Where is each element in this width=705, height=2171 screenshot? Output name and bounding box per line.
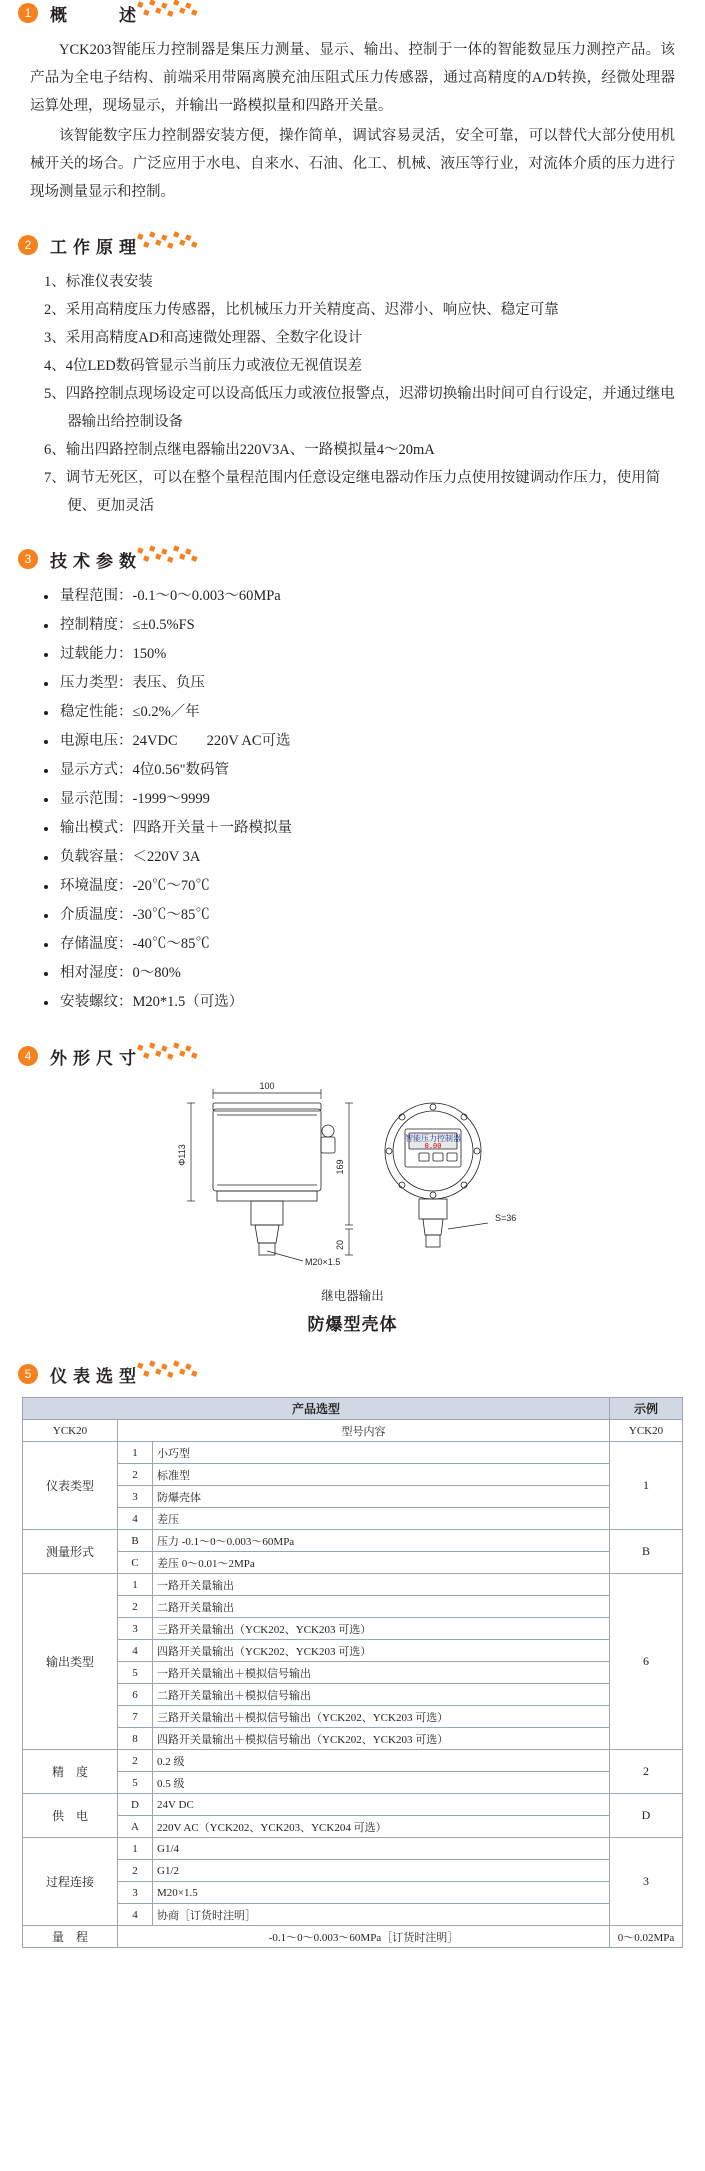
dimension-drawing bbox=[0, 1079, 705, 1284]
decoration-icon bbox=[136, 1042, 206, 1062]
section-dimensions bbox=[0, 1043, 705, 1335]
group-example: 6 bbox=[610, 1574, 683, 1750]
section-heading bbox=[18, 546, 705, 572]
group-label: 输出类型 bbox=[23, 1574, 118, 1750]
decoration-icon bbox=[136, 0, 206, 19]
overview-paragraph-1: YCK203智能压力控制器是集压力测量、显示、输出、控制于一体的智能数显压力测控产品。该产品为全电子结构、前端采用带隔离膜充油压阻式压力传感器，通过高精度的A/D转换，经微处理器运算处理，现场显示，并输出一路模拟量和四路开关量。 bbox=[30, 42, 675, 114]
table-header-product: 产品选型 bbox=[23, 1398, 610, 1420]
table-row bbox=[23, 1596, 683, 1618]
model-content: 型号内容 bbox=[118, 1420, 610, 1442]
table-row bbox=[23, 1860, 683, 1882]
table-header-example: 示例 bbox=[610, 1398, 683, 1420]
option-code: 3 bbox=[118, 1486, 153, 1508]
list-item: 5、四路控制点现场设定可以设高低压力或液位报警点，迟滞切换输出时间可自行设定，并通过继电器输出给控制设备 bbox=[44, 386, 675, 430]
section-principle bbox=[0, 232, 705, 520]
section-title: 技术参数 bbox=[50, 551, 142, 572]
option-desc: 一路开关量输出＋模拟信号输出 bbox=[153, 1662, 610, 1684]
list-item: 电源电压：24VDC 220V AC可选 bbox=[44, 727, 675, 756]
list-item: 安装螺纹：M20*1.5（可选） bbox=[44, 988, 675, 1017]
option-code: 1 bbox=[118, 1838, 153, 1860]
section-title: 工作原理 bbox=[50, 237, 142, 258]
option-desc: 24V DC bbox=[153, 1794, 610, 1816]
table-row bbox=[23, 1926, 683, 1948]
list-item: 量程范围：-0.1～0～0.003～60MPa bbox=[44, 582, 675, 611]
page-bottom-spacer bbox=[0, 1974, 705, 2014]
list-item: 7、调节无死区，可以在整个量程范围内任意设定继电器动作压力点使用按键调动作压力，使用简便、更加灵活 bbox=[44, 470, 661, 514]
option-code: 8 bbox=[118, 1728, 153, 1750]
table-row bbox=[23, 1706, 683, 1728]
option-desc: 0.5 级 bbox=[153, 1772, 610, 1794]
option-desc: 小巧型 bbox=[153, 1442, 610, 1464]
option-code: 2 bbox=[118, 1860, 153, 1882]
list-item: 负载容量：＜220V 3A bbox=[44, 843, 675, 872]
spec-list bbox=[44, 582, 675, 1017]
option-code: 2 bbox=[118, 1750, 153, 1772]
table-row bbox=[23, 1508, 683, 1530]
list-item: 过载能力：150% bbox=[44, 640, 675, 669]
option-desc: 差压 0～0.01～2MPa bbox=[153, 1552, 610, 1574]
list-item: 显示范围：-1999～9999 bbox=[44, 785, 675, 814]
range-example: 0～0.02MPa bbox=[610, 1926, 683, 1948]
option-code: B bbox=[118, 1530, 153, 1552]
option-code: 5 bbox=[118, 1772, 153, 1794]
list-item: 1、标准仪表安装 bbox=[44, 274, 153, 290]
dimension-thread-label: M20×1.5 bbox=[304, 1257, 340, 1267]
option-code: 3 bbox=[118, 1882, 153, 1904]
table-row bbox=[23, 1794, 683, 1816]
table-row bbox=[23, 1728, 683, 1750]
option-code: 6 bbox=[118, 1684, 153, 1706]
option-desc: 四路开关量输出＋模拟信号输出（YCK202、YCK203 可选） bbox=[153, 1728, 610, 1750]
section-title: 仪表选型 bbox=[50, 1366, 142, 1387]
group-example: D bbox=[610, 1794, 683, 1838]
decoration-icon bbox=[136, 545, 206, 565]
option-desc: 一路开关量输出 bbox=[153, 1574, 610, 1596]
table-row bbox=[23, 1838, 683, 1860]
group-label: 仪表类型 bbox=[23, 1442, 118, 1530]
option-desc: 协商［订货时注明］ bbox=[153, 1904, 610, 1926]
table-row bbox=[23, 1464, 683, 1486]
list-item: 相对湿度：0～80% bbox=[44, 959, 675, 988]
list-item: 6、输出四路控制点继电器输出220V3A、一路模拟量4～20mA bbox=[44, 442, 435, 458]
drawing-svg bbox=[143, 1079, 563, 1284]
option-desc: 四路开关量输出（YCK202、YCK203 可选） bbox=[153, 1640, 610, 1662]
table-row bbox=[23, 1662, 683, 1684]
dimension-left-label: Φ113 bbox=[176, 1144, 187, 1166]
display-value: 0.00 bbox=[424, 1142, 441, 1150]
section-heading bbox=[18, 1043, 705, 1069]
section-number: 1 bbox=[18, 3, 38, 23]
dimension-bottom-label: 20 bbox=[334, 1239, 345, 1251]
section-selection bbox=[0, 1361, 705, 1948]
range-desc: -0.1～0～0.003～60MPa［订货时注明］ bbox=[118, 1926, 610, 1948]
option-code: 4 bbox=[118, 1904, 153, 1926]
section-heading bbox=[18, 232, 705, 258]
section-heading bbox=[18, 0, 705, 26]
option-code: 4 bbox=[118, 1508, 153, 1530]
overview-paragraph-2: 该智能数字压力控制器安装方便，操作简单，调试容易灵活，安全可靠，可以替代大部分使用机械开关的场合。广泛应用于水电、自来水、石油、化工、机械、液压等行业，对流体介质的压力进行现场测量显示和控制。 bbox=[30, 128, 675, 200]
list-item: 稳定性能：≤0.2%／年 bbox=[44, 698, 675, 727]
section-number: 2 bbox=[18, 235, 38, 255]
drawing-caption-small: 继电器输出 bbox=[321, 1289, 384, 1303]
table-row bbox=[23, 1552, 683, 1574]
option-code: 3 bbox=[118, 1618, 153, 1640]
group-example: 1 bbox=[610, 1442, 683, 1530]
group-example: 2 bbox=[610, 1750, 683, 1794]
option-code: 1 bbox=[118, 1442, 153, 1464]
table-row bbox=[23, 1398, 683, 1420]
range-label: 量 程 bbox=[23, 1926, 118, 1948]
option-desc: G1/4 bbox=[153, 1838, 610, 1860]
table-row bbox=[23, 1882, 683, 1904]
table-row bbox=[23, 1904, 683, 1926]
option-code: C bbox=[118, 1552, 153, 1574]
section-title: 概 述 bbox=[50, 5, 142, 26]
list-item: 3、采用高精度AD和高速微处理器、全数字化设计 bbox=[44, 330, 363, 346]
list-item: 2、采用高精度压力传感器，比机械压力开关精度高、迟滞小、响应快、稳定可靠 bbox=[44, 302, 559, 318]
drawing-caption-title: 防爆型壳体 bbox=[307, 1315, 398, 1334]
section-overview bbox=[0, 0, 705, 206]
group-label: 测量形式 bbox=[23, 1530, 118, 1574]
option-desc: 0.2 级 bbox=[153, 1750, 610, 1772]
decoration-icon bbox=[136, 231, 206, 251]
group-label: 过程连接 bbox=[23, 1838, 118, 1926]
option-code: A bbox=[118, 1816, 153, 1838]
list-item: 显示方式：4位0.56"数码管 bbox=[44, 756, 675, 785]
table-row bbox=[23, 1574, 683, 1596]
section-number: 4 bbox=[18, 1046, 38, 1066]
list-item: 4、4位LED数码管显示当前压力或液位无视值误差 bbox=[44, 358, 363, 374]
group-label: 精 度 bbox=[23, 1750, 118, 1794]
table-row bbox=[23, 1442, 683, 1464]
section-number: 3 bbox=[18, 549, 38, 569]
section-specs bbox=[0, 546, 705, 1017]
selection-table-wrapper bbox=[22, 1397, 683, 1948]
section-heading bbox=[18, 1361, 705, 1387]
option-code: D bbox=[118, 1794, 153, 1816]
decoration-icon bbox=[136, 1360, 206, 1380]
selection-table bbox=[22, 1397, 683, 1948]
list-item: 控制精度：≤±0.5%FS bbox=[44, 611, 675, 640]
option-code: 5 bbox=[118, 1662, 153, 1684]
table-row bbox=[23, 1486, 683, 1508]
option-desc: 二路开关量输出 bbox=[153, 1596, 610, 1618]
table-row bbox=[23, 1420, 683, 1442]
option-desc: 防爆壳体 bbox=[153, 1486, 610, 1508]
group-example: 3 bbox=[610, 1838, 683, 1926]
option-code: 4 bbox=[118, 1640, 153, 1662]
option-desc: 压力 -0.1～0～0.003～60MPa bbox=[153, 1530, 610, 1552]
list-item: 压力类型：表压、负压 bbox=[44, 669, 675, 698]
option-desc: 220V AC（YCK202、YCK203、YCK204 可选） bbox=[153, 1816, 610, 1838]
dimension-right-label: 169 bbox=[334, 1159, 345, 1175]
option-code: 2 bbox=[118, 1464, 153, 1486]
option-desc: 二路开关量输出＋模拟信号输出 bbox=[153, 1684, 610, 1706]
table-row bbox=[23, 1750, 683, 1772]
list-item: 存储温度：-40℃～85℃ bbox=[44, 930, 675, 959]
option-desc: 标准型 bbox=[153, 1464, 610, 1486]
option-desc: 三路开关量输出（YCK202、YCK203 可选） bbox=[153, 1618, 610, 1640]
dimension-top-label: 100 bbox=[258, 1081, 275, 1091]
principle-list bbox=[44, 268, 675, 520]
option-desc: 差压 bbox=[153, 1508, 610, 1530]
display-brand-label: 智能压力控制器 bbox=[404, 1134, 461, 1143]
option-code: 2 bbox=[118, 1596, 153, 1618]
group-example: B bbox=[610, 1530, 683, 1574]
option-desc: G1/2 bbox=[153, 1860, 610, 1882]
list-item: 介质温度：-30℃～85℃ bbox=[44, 901, 675, 930]
group-label: 供 电 bbox=[23, 1794, 118, 1838]
table-row bbox=[23, 1684, 683, 1706]
dimension-hex-label: S=36 bbox=[494, 1213, 516, 1223]
table-row bbox=[23, 1772, 683, 1794]
list-item: 环境温度：-20℃～70℃ bbox=[44, 872, 675, 901]
table-row bbox=[23, 1816, 683, 1838]
section-title: 外形尺寸 bbox=[50, 1048, 142, 1069]
option-code: 7 bbox=[118, 1706, 153, 1728]
option-desc: 三路开关量输出＋模拟信号输出（YCK202、YCK203 可选） bbox=[153, 1706, 610, 1728]
option-desc: M20×1.5 bbox=[153, 1882, 610, 1904]
table-row bbox=[23, 1618, 683, 1640]
list-item: 输出模式：四路开关量＋一路模拟量 bbox=[44, 814, 675, 843]
table-row bbox=[23, 1640, 683, 1662]
section-number: 5 bbox=[18, 1364, 38, 1384]
model-example: YCK20 bbox=[610, 1420, 683, 1442]
option-code: 1 bbox=[118, 1574, 153, 1596]
table-row bbox=[23, 1530, 683, 1552]
model-code: YCK20 bbox=[23, 1420, 118, 1442]
